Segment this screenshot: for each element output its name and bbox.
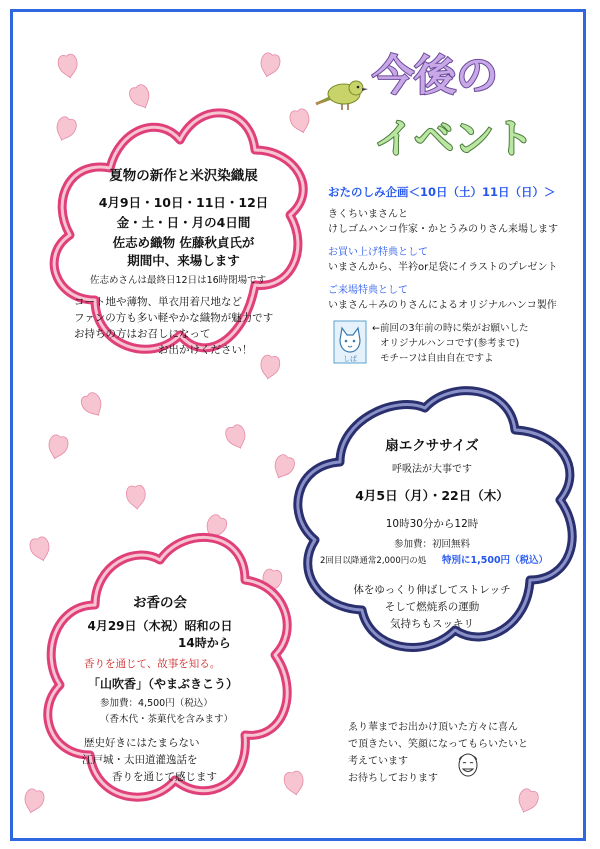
summer-desc-line: ファンの方も多い軽やかな織物が魅力です	[74, 312, 274, 324]
closing-line: ゑり華までお出かけ頂いた方々に喜ん	[348, 722, 518, 733]
closing-line: 考えています	[348, 756, 408, 767]
incense-date: 4月29日（木祝）昭和の日	[87, 619, 233, 633]
title-line2: イベント	[374, 116, 534, 162]
summer-days: 金・土・日・月の4日間	[116, 215, 251, 230]
bird-icon	[312, 74, 370, 114]
stamp-label: しば	[343, 355, 357, 363]
summer-title: 夏物の新作と米沢染織展	[109, 168, 258, 184]
fan-price-special: 特別に1,500円（税込）	[442, 555, 549, 566]
title-artwork	[368, 40, 568, 168]
summer-desc-line: コート地や薄物、単衣用着尺地など	[74, 296, 242, 308]
bonus2-text: いまさん＋みのりさんによるオリジナルハンコ製作	[328, 300, 557, 311]
fan-time: 10時30分から12時	[385, 518, 479, 530]
fan-desc-line: 体をゆっくり伸ばしてストレッチ	[353, 584, 511, 596]
stamp-note-line: ←前回の3年前の時に柴がお願いした	[372, 323, 529, 334]
incense-title: お香の会	[133, 595, 187, 611]
incense-desc-line: 江戸城・太田道灌逸話を	[82, 754, 198, 766]
summer-desc-line: お持ちの方はお召しになって	[74, 328, 211, 340]
incense-tagline: 香りを通じて、故事を知る。	[84, 658, 221, 670]
fan-title: 扇エクササイズ	[385, 438, 479, 454]
summer-period: 期間中、来場します	[127, 253, 240, 268]
bonus1-text: いまさんから、半衿or足袋にイラストのプレゼント	[328, 262, 558, 273]
stamp-illustration-icon	[333, 320, 367, 364]
incense-desc-line: 香りを通じて感じます	[112, 771, 217, 783]
incense-time: 14時から	[178, 636, 231, 650]
fan-subtitle: 呼吸法が大事です	[392, 464, 472, 475]
smiling-face-icon	[454, 750, 482, 780]
summer-dates: 4月9日・10日・11日・12日	[98, 195, 269, 210]
fan-desc-line: 気持ちもスッキリ	[390, 618, 474, 630]
bonus1-heading: お買い上げ特典として	[328, 247, 428, 258]
stamp-note-line: オリジナルハンコです(参考まで)	[380, 338, 520, 349]
closing-line: で頂きたい、笑顔になってもらいたいと	[348, 739, 528, 750]
incense-fee: 参加費：4,500円（税込）	[100, 698, 213, 709]
bonus2-heading: ご来場特典として	[328, 285, 408, 296]
title-line1: 今後の	[372, 51, 499, 100]
stamp-note-line: モチーフは自由自在ですよ	[380, 353, 494, 364]
event-guests-line: きくちいまさんと	[328, 209, 408, 220]
fan-fee: 参加費：初回無料	[393, 539, 470, 550]
summer-closing-note: 佐志めさんは最終日12日は16時閉場です	[90, 275, 267, 286]
event-heading: おたのしみ企画＜10日（土）11日（日）＞	[328, 185, 556, 199]
incense-name: 「山吹香」（やまぶきこう）	[88, 677, 239, 691]
fan-price-regular: 2回目以降通常2,000円の処	[320, 556, 427, 566]
summer-maker: 佐志め織物 佐藤秋貞氏が	[112, 235, 255, 250]
incense-desc-line: 歴史好きにはたまらない	[84, 737, 200, 749]
closing-line: お待ちしております	[348, 773, 438, 784]
summer-desc-line: お出かけください！	[158, 344, 253, 356]
incense-fee-note: （香木代・茶菓代を含みます）	[100, 714, 234, 725]
fan-desc-line: そして燃焼系の運動	[384, 601, 480, 613]
fan-dates: 4月5日（月）・22日（木）	[355, 488, 509, 503]
event-guests-line: けしゴムハンコ作家・かとうみのりさん来場します	[328, 224, 558, 235]
